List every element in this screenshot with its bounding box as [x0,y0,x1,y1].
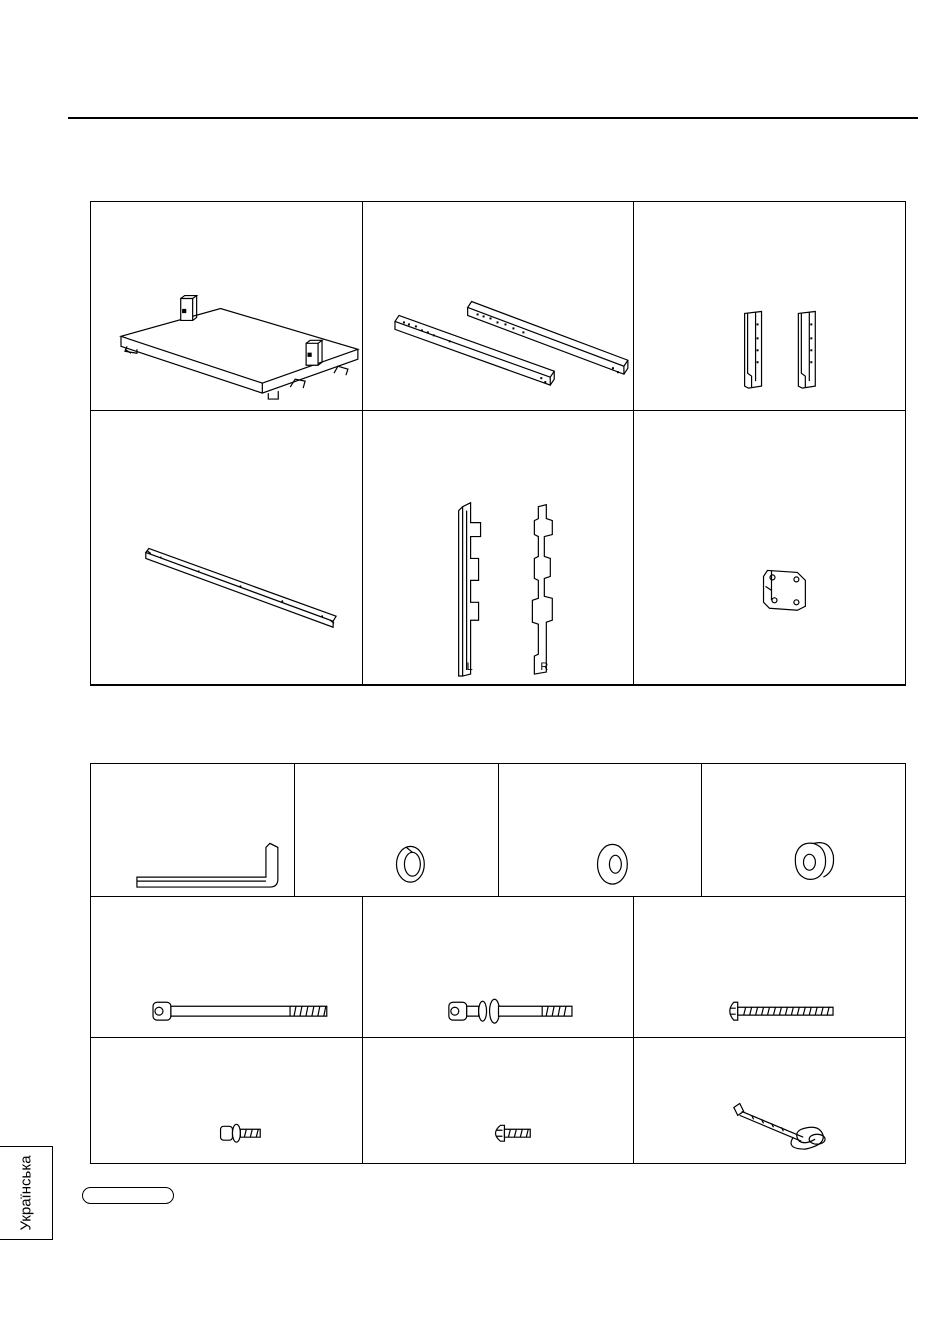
short-brackets-illustration [634,202,905,410]
small-plate-illustration [634,411,905,684]
accessory-cell-long-hex-bolt [91,897,363,1038]
accessory-cell-hex-bolt-with-washer [363,897,634,1038]
accessory-cell-cap-nut [702,764,906,897]
flat-washer-icon [499,764,701,896]
part-cell-frame-bars [363,202,634,411]
accessory-cell-long-pan-screw [634,897,906,1038]
header-rule [68,117,918,119]
stand-base-illustration [91,202,362,410]
note-badge [82,1187,174,1204]
short-pan-screw-icon [363,1038,633,1163]
accessories-table [90,763,906,1164]
cap-nut-icon [702,764,905,896]
left-bracket-label: L [466,661,473,674]
part-cell-long-rail [91,411,363,685]
part-cell-small-plate [634,411,906,685]
accessory-cell-spring-washer [295,764,499,897]
accessory-cell-short-bolt-with-washer [91,1038,363,1164]
long-pan-screw-icon [634,897,905,1037]
long-hex-bolt-icon [91,897,362,1037]
accessory-cell-flat-washer [499,764,702,897]
accessory-cell-short-pan-screw [363,1038,634,1164]
side-brackets-illustration [363,411,633,684]
part-cell-side-brackets [363,411,634,685]
part-cell-stand-base [91,202,363,411]
cable-tie-icon [634,1038,905,1163]
frame-bars-illustration [363,202,633,410]
long-rail-illustration [91,411,362,684]
hex-bolt-with-washer-icon [363,897,633,1037]
hex-wrench-icon [91,764,294,896]
language-tab-label: Українська [17,1155,35,1231]
parts-table [90,201,906,686]
accessory-cell-cable-tie [634,1038,906,1164]
part-cell-short-brackets [634,202,906,411]
short-bolt-with-washer-icon [91,1038,362,1163]
spring-washer-icon [295,764,498,896]
accessory-cell-hex-wrench [91,764,295,897]
language-tab [0,1146,53,1240]
right-bracket-label: R [540,661,549,674]
